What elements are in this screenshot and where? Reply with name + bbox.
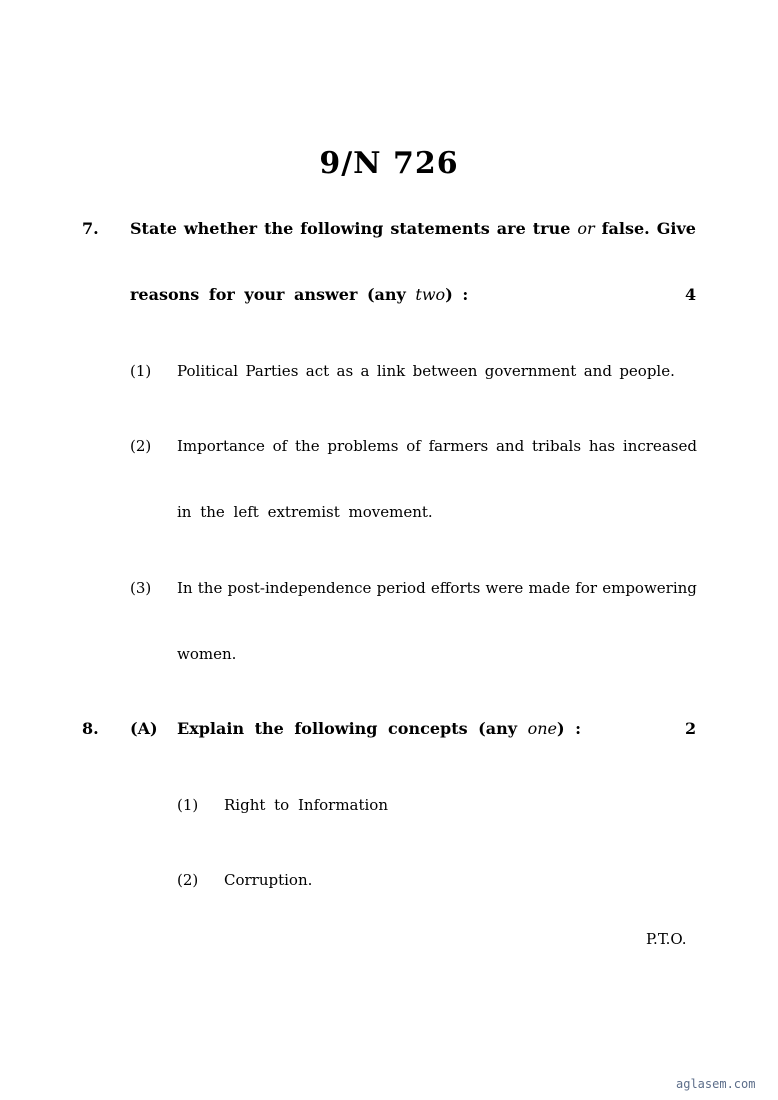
question-8-prompt: Explain the following concepts (any one) : [177, 719, 582, 738]
q7-item-2-line-2: in the left extremist movement. [177, 503, 433, 521]
watermark: aglasem.com [676, 1077, 756, 1091]
question-8-number: 8. [82, 719, 99, 738]
q8-item-1-text: Right to Information [224, 796, 388, 814]
q8-item-2-text: Corruption. [224, 871, 313, 889]
question-8-part: (A) [130, 719, 158, 738]
q8-item-2-number: (2) [177, 871, 199, 889]
question-8-marks: 2 [685, 719, 697, 738]
q7-item-3-line-2: women. [177, 645, 237, 663]
question-7-line-2: reasons for your answer (any two) : [130, 285, 469, 304]
q7-item-3-line-1: In the post-independence period efforts were made for empowering [177, 579, 697, 597]
q8-item-1-number: (1) [177, 796, 199, 814]
question-7-line-1: State whether the following statements are true or false. Give [130, 219, 696, 238]
paper-code: 9/N 726 [319, 146, 459, 181]
pto-note: P.T.O. [646, 930, 687, 948]
q7-item-2-number: (2) [130, 437, 152, 455]
q7-item-1-number: (1) [130, 362, 152, 380]
q7-item-1-text: Political Parties act as a link between government and people. [177, 362, 675, 380]
q7-item-3-number: (3) [130, 579, 152, 597]
question-7-number: 7. [82, 219, 99, 238]
question-7-marks: 4 [685, 285, 697, 304]
q7-item-2-line-1: Importance of the problems of farmers and tribals has increased [177, 437, 697, 455]
